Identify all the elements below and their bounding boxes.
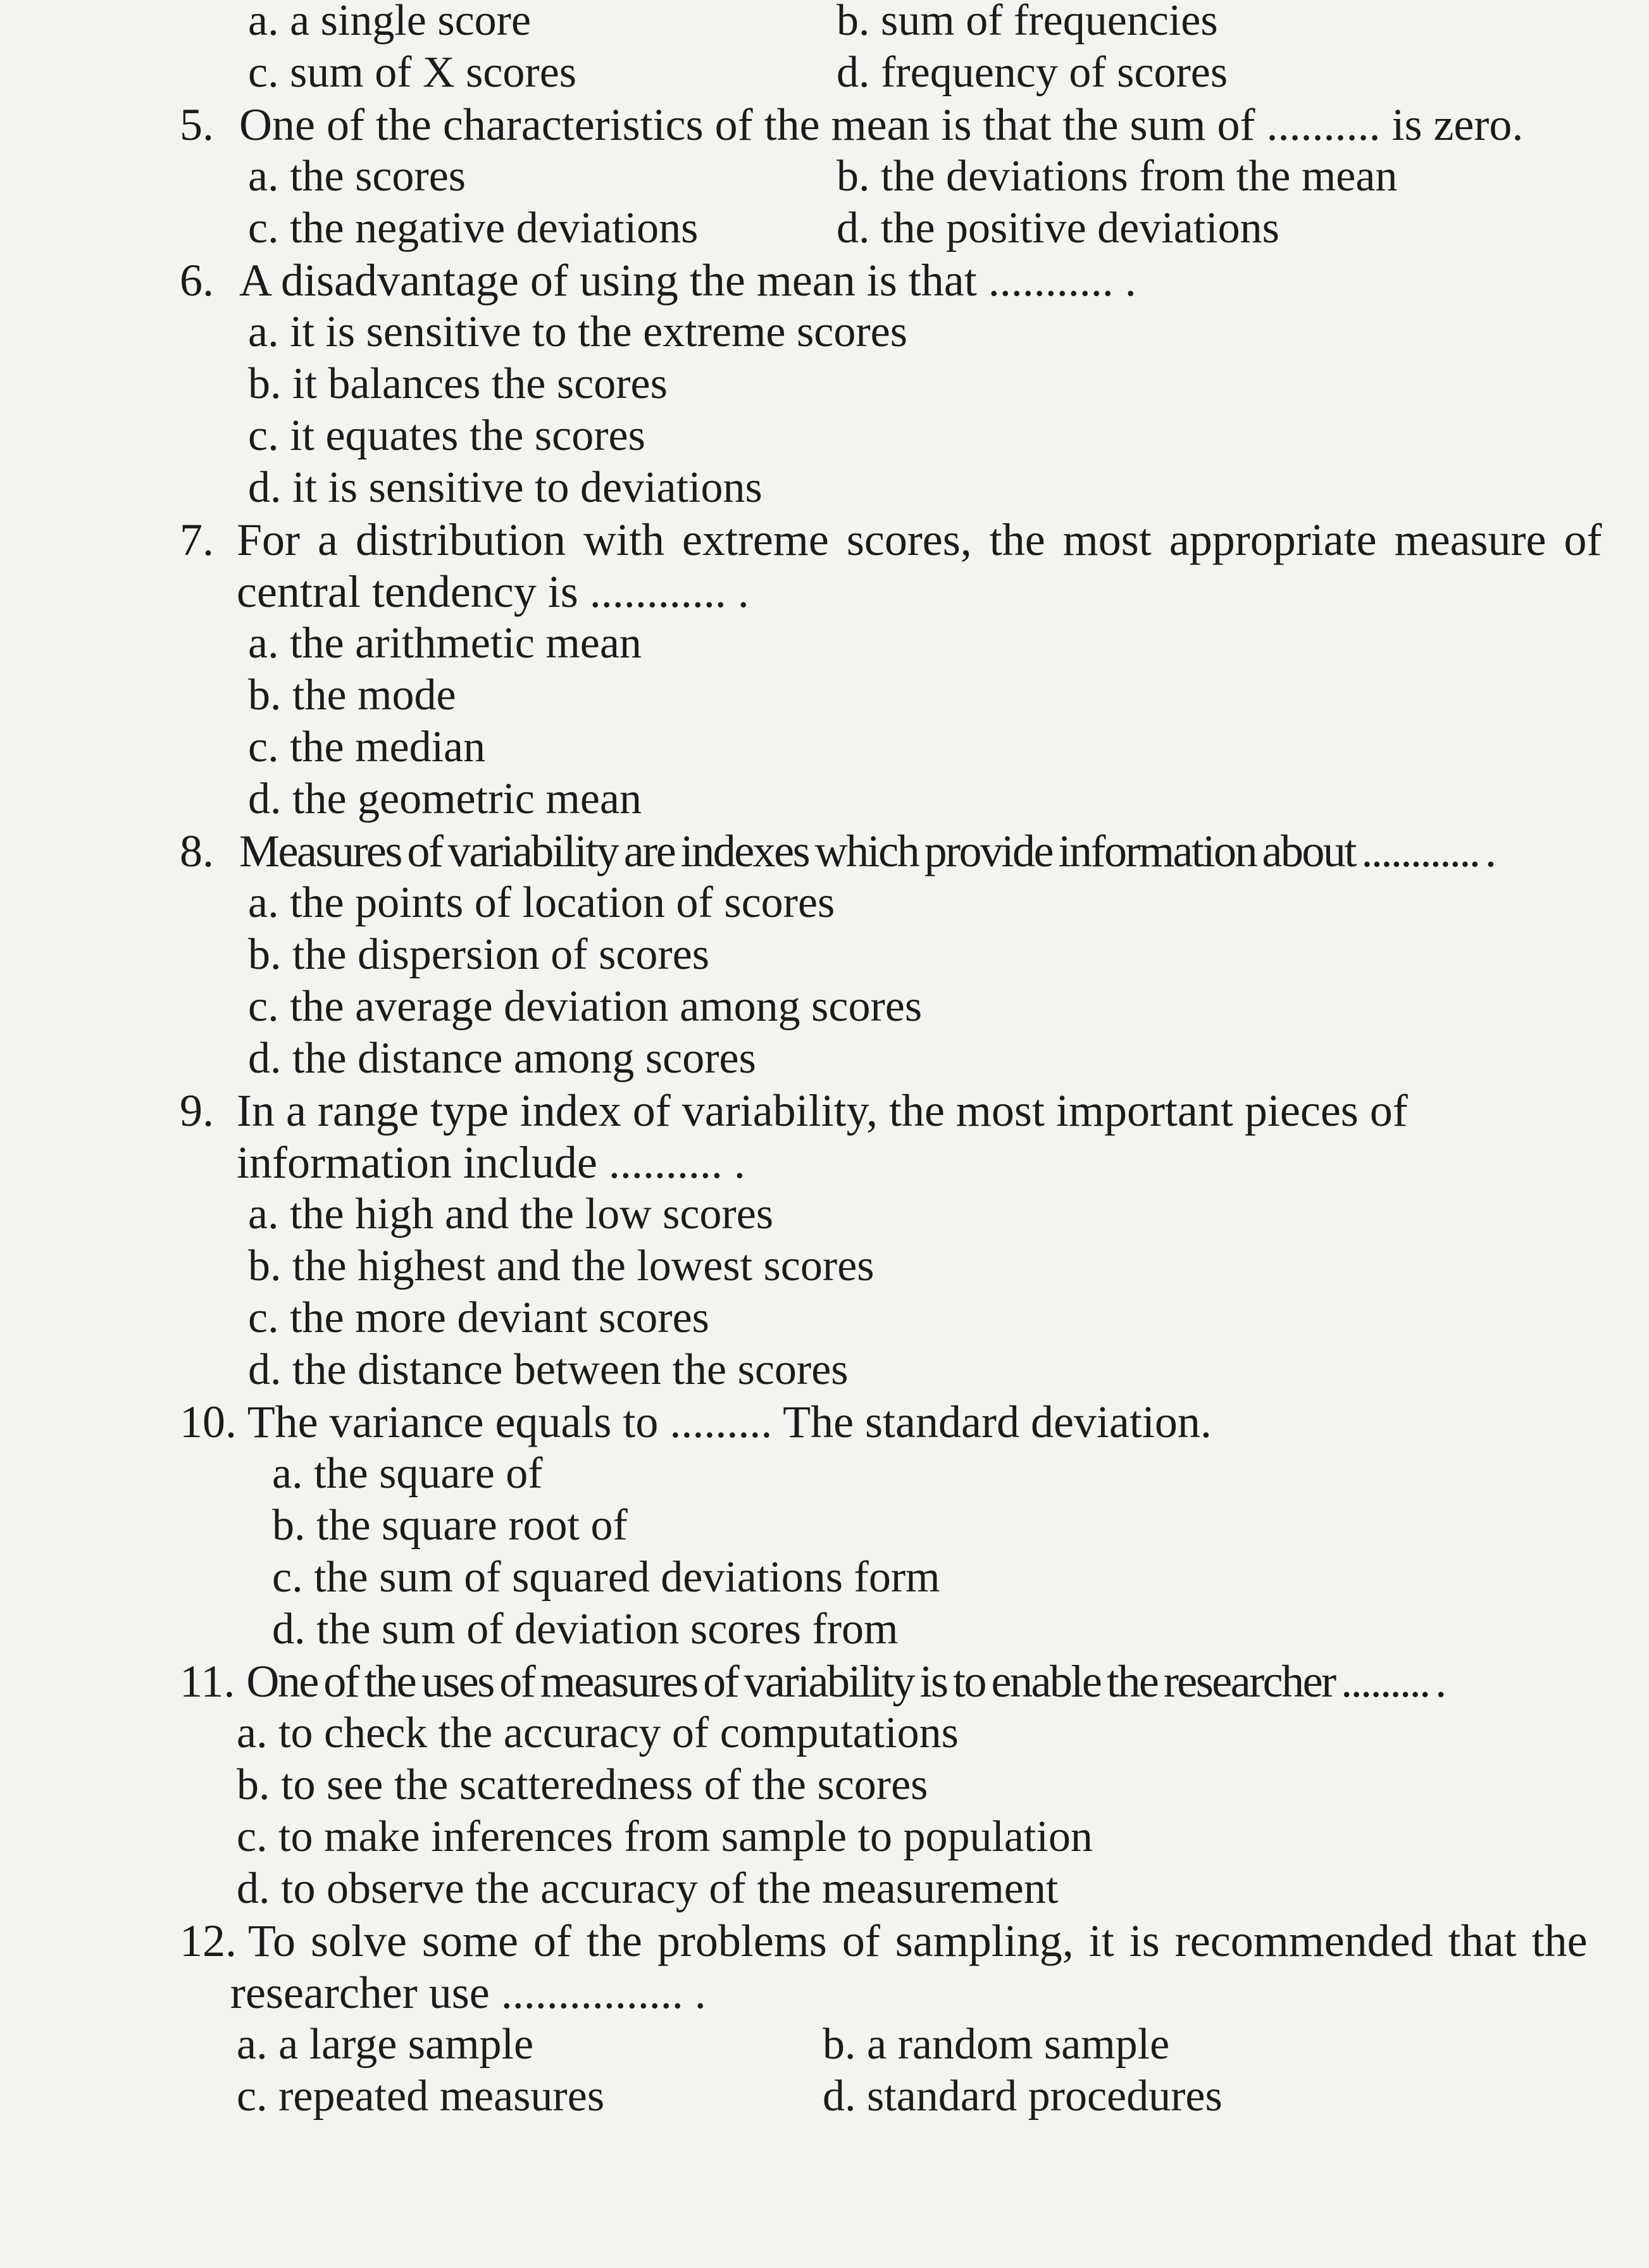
q5-option-a: a. the scores [248, 152, 466, 201]
q10-option-d: d. the sum of deviation scores from [272, 1605, 899, 1654]
question-12-stem-line-2: researcher use ................ . [230, 1967, 706, 2018]
q12-option-d: d. standard procedures [823, 2072, 1223, 2121]
question-8-number: 8. [180, 826, 214, 876]
q6-option-d: d. it is sensitive to deviations [248, 463, 762, 512]
question-10 [180, 1396, 1212, 1448]
q10-option-b: b. the square root of [272, 1501, 628, 1550]
q10-option-c: c. the sum of squared deviations form [272, 1553, 940, 1602]
question-7-number: 7. [180, 514, 214, 565]
q12-option-b: b. a random sample [823, 2020, 1170, 2069]
q4-option-c: c. sum of X scores [248, 48, 577, 97]
q9-option-d: d. the distance between the scores [248, 1345, 849, 1394]
question-5-stem: One of the characteristics of the mean is that the sum of .......... is zero. [239, 99, 1524, 150]
question-7-stem-line-1 [237, 514, 1602, 566]
q6-option-a: a. it is sensitive to the extreme scores [248, 308, 907, 356]
q10-option-a: a. the square of [272, 1449, 543, 1498]
question-10-stem: The variance equals to ......... The standard deviation. [247, 1397, 1212, 1447]
question-9-stem-line-1: In a range type index of variability, the most important pieces of [237, 1085, 1408, 1136]
q4-option-d: d. frequency of scores [837, 48, 1228, 97]
question-6-number: 6. [180, 255, 214, 306]
q9-option-a: a. the high and the low scores [248, 1190, 774, 1238]
question-12-stem-line-1: To solve some of the problems of sampling, it is recommended that the [248, 1916, 1588, 1966]
question-7-stem-line-2: central tendency is ............ . [237, 566, 749, 617]
q9-option-b: b. the highest and the lowest scores [248, 1242, 874, 1290]
q7-option-b: b. the mode [248, 671, 456, 720]
question-12 [180, 1915, 1588, 1967]
q7-option-d: d. the geometric mean [248, 775, 642, 823]
q5-option-c: c. the negative deviations [248, 204, 699, 252]
q7-option-c: c. the median [248, 723, 486, 771]
q5-option-d: d. the positive deviations [837, 204, 1279, 252]
q7-option-a: a. the arithmetic mean [248, 619, 642, 668]
q12-option-c: c. repeated measures [237, 2072, 605, 2121]
question-8-stem: Measures of variability are indexes which provide information about ............ . [239, 826, 1495, 876]
q11-option-c: c. to make inferences from sample to population [237, 1812, 1093, 1861]
question-6-stem: A disadvantage of using the mean is that ........... . [239, 255, 1136, 306]
question-9-stem-line-2: information include .......... . [237, 1137, 745, 1188]
q8-option-d: d. the distance among scores [248, 1034, 756, 1083]
q9-option-c: c. the more deviant scores [248, 1293, 709, 1342]
question-7-stem-text: For a distribution with extreme scores, the most appropriate measure of [237, 514, 1602, 565]
q6-option-b: b. it balances the scores [248, 359, 668, 408]
q6-option-c: c. it equates the scores [248, 411, 645, 460]
q5-option-b: b. the deviations from the mean [837, 152, 1398, 201]
question-12-number: 12. [180, 1916, 237, 1966]
q11-option-b: b. to see the scatteredness of the scores [237, 1760, 928, 1809]
q11-option-d: d. to observe the accuracy of the measurement [237, 1864, 1059, 1913]
q8-option-a: a. the points of location of scores [248, 878, 835, 927]
q4-option-a: a. a single score [248, 0, 532, 45]
q12-option-a: a. a large sample [237, 2020, 534, 2069]
q8-option-c: c. the average deviation among scores [248, 982, 923, 1031]
q11-option-a: a. to check the accuracy of computations [237, 1709, 959, 1757]
question-5-number: 5. [180, 99, 214, 150]
question-6 [180, 254, 1136, 306]
question-11 [180, 1655, 1445, 1707]
question-8 [180, 825, 1495, 877]
question-11-number: 11. [180, 1656, 235, 1707]
question-5 [180, 99, 1523, 151]
q4-option-b: b. sum of frequencies [837, 0, 1218, 45]
question-11-stem: One of the uses of measures of variability is to enable the researcher ......... . [246, 1656, 1445, 1707]
question-10-number: 10. [180, 1397, 237, 1447]
q8-option-b: b. the dispersion of scores [248, 930, 710, 979]
question-9-number: 9. [180, 1085, 214, 1136]
